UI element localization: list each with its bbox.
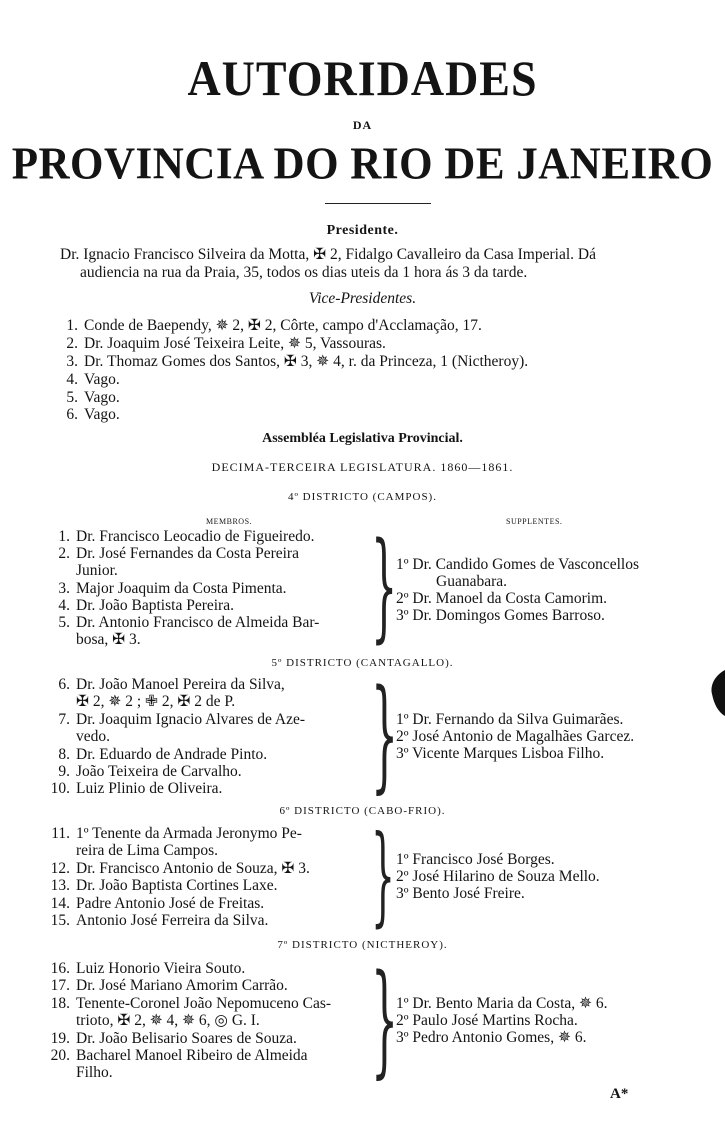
page-title: AUTORIDADES (187, 50, 538, 107)
member-row: 17. Dr. José Mariano Amorim Carrão. (50, 977, 288, 994)
supplent-row: 2º Dr. Manoel da Costa Camorim. (396, 590, 608, 607)
member-row: 19. Dr. João Belisario Soares de Souza. (50, 1030, 297, 1047)
member-row: 9. João Teixeira de Carvalho. (58, 763, 242, 780)
legislature-heading: DECIMA-TERCEIRA LEGISLATURA. 1860—1861. (211, 460, 514, 474)
member-row: 15. Antonio José Ferreira da Silva. (50, 912, 269, 929)
member-row: 7. Dr. Joaquim Ignacio Alvares de Aze- (58, 711, 305, 728)
member-row: Junior. (76, 562, 118, 579)
member-row: 13. Dr. João Baptista Cortines Laxe. (50, 877, 278, 894)
margin-ink-blot-icon (704, 668, 725, 718)
member-row: 14. Padre Antonio José de Freitas. (50, 895, 265, 912)
vice-item: 6. Vago. (66, 406, 120, 423)
title-connector: DA (352, 118, 373, 132)
member-row: 6. Dr. João Manoel Pereira da Silva, (58, 676, 285, 693)
member-row: 16. Luiz Honorio Vieira Souto. (50, 960, 246, 977)
vice-item: 4. Vago. (66, 371, 120, 388)
district-title: 5º DISTRICTO (CANTAGALLO). (271, 657, 454, 669)
district-title: 4º DISTRICTO (CAMPOS). (288, 491, 437, 503)
member-row: vedo. (76, 728, 111, 745)
supplent-row: Guanabara. (436, 573, 507, 590)
member-row: 20. Bacharel Manoel Ribeiro de Almeida (50, 1047, 308, 1064)
supplent-row: 1º Francisco José Borges. (396, 851, 555, 868)
member-row: 10. Luiz Plinio de Oliveira. (50, 780, 223, 797)
supplent-row: 2º Paulo José Martins Rocha. (396, 1012, 578, 1029)
province-title: PROVINCIA DO RIO DE JANEIRO (11, 139, 714, 190)
vice-item: 5. Vago. (66, 389, 120, 406)
member-row: bosa, ✠ 3. (76, 631, 141, 648)
supplent-row: 1º Dr. Bento Maria da Costa, ✵ 6. (396, 995, 608, 1012)
vice-item: 1. Conde de Baependy, ✵ 2, ✠ 2, Côrte, campo d'Acclamação, 17. (66, 317, 482, 334)
member-row: 18. Tenente-Coronel João Nepomuceno Cas- (50, 995, 332, 1012)
supplent-row: 3º Vicente Marques Lisboa Filho. (396, 745, 605, 762)
district-brace: } (371, 948, 399, 1090)
vice-item: 3. Dr. Thomaz Gomes dos Santos, ✠ 3, ✵ 4, r. da Princeza, 1 (Nictheroy). (66, 353, 529, 370)
president-line-2: audiencia na rua da Praia, 35, todos os dias uteis da 1 hora ás 3 da tarde. (80, 264, 528, 281)
member-row: 11. 1º Tenente da Armada Jeronymo Pe- (51, 825, 302, 842)
assembly-heading: Assembléa Legislativa Provincial. (262, 431, 463, 446)
president-line-1: Dr. Ignacio Francisco Silveira da Motta, ✠ 2, Fidalgo Cavalleiro da Casa Imperial. Dá (60, 246, 596, 263)
supplents-column-header: SUPPLENTES. (506, 517, 563, 526)
member-row: 5. Dr. Antonio Francisco de Almeida Bar- (58, 614, 320, 631)
vice-item: 2. Dr. Joaquim José Teixeira Leite, ✵ 5, Vassouras. (66, 335, 386, 352)
supplent-row: 2º José Antonio de Magalhães Garcez. (396, 728, 635, 745)
member-row: ✠ 2, ✵ 2 ; ✙ 2, ✠ 2 de P. (76, 693, 236, 710)
title-divider (325, 203, 431, 204)
member-row: 2. Dr. José Fernandes da Costa Pereira (58, 545, 299, 562)
member-row: 1. Dr. Francisco Leocadio de Figueiredo. (58, 528, 315, 545)
district-brace: } (371, 813, 396, 938)
supplent-row: 1º Dr. Fernando da Silva Guimarães. (396, 711, 624, 728)
supplent-row: 1º Dr. Candido Gomes de Vasconcellos (396, 556, 640, 573)
members-column-header: MEMBROS. (206, 517, 253, 526)
signature-mark: A* (610, 1086, 629, 1102)
member-row: 4. Dr. João Baptista Pereira. (58, 597, 234, 614)
supplent-row: 3º Pedro Antonio Gomes, ✵ 6. (396, 1029, 587, 1046)
vice-presidents-heading: Vice-Presidentes. (308, 290, 417, 307)
supplent-row: 3º Bento José Freire. (396, 885, 525, 902)
member-row: trioto, ✠ 2, ✵ 4, ✵ 6, ◎ G. I. (76, 1012, 260, 1029)
member-row: Filho. (76, 1064, 113, 1081)
supplent-row: 2º José Hilarino de Souza Mello. (396, 868, 600, 885)
member-row: 3. Major Joaquim da Costa Pimenta. (58, 580, 287, 597)
district-title: 7º DISTRICTO (NICTHEROY). (277, 939, 448, 951)
member-row: reira de Lima Campos. (76, 842, 219, 859)
member-row: 8. Dr. Eduardo de Andrade Pinto. (58, 746, 268, 763)
supplent-row: 3º Dr. Domingos Gomes Barroso. (396, 607, 605, 624)
district-brace: } (371, 663, 399, 805)
district-title: 6º DISTRICTO (CABO-FRIO). (279, 805, 446, 817)
district-brace: } (371, 516, 398, 654)
president-heading: Presidente. (326, 223, 399, 238)
member-row: 12. Dr. Francisco Antonio de Souza, ✠ 3. (50, 860, 310, 877)
